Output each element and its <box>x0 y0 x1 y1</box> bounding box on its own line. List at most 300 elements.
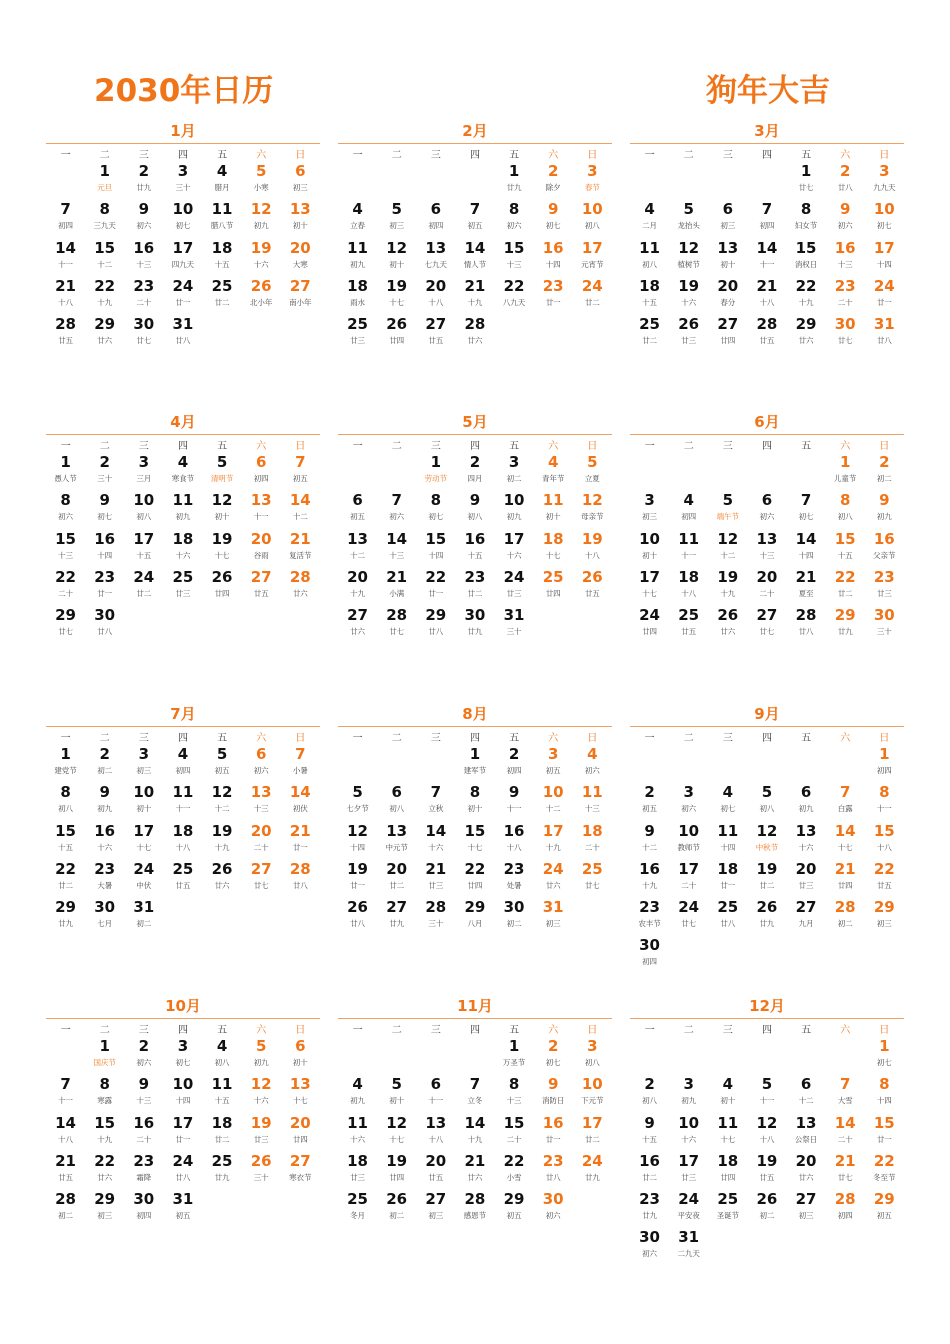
day-cell <box>85 162 124 200</box>
day-cell <box>669 606 708 644</box>
day-number: 5 <box>216 745 228 763</box>
day-number: 28 <box>795 606 817 625</box>
empty-cell <box>669 1037 708 1075</box>
day-number: 8 <box>879 1075 890 1094</box>
day-number: 15 <box>873 1113 895 1132</box>
lunar-label: 南小年 <box>289 297 312 307</box>
day-number: 26 <box>717 606 739 625</box>
empty-cell <box>338 745 377 783</box>
lunar-label: 初四 <box>681 512 697 522</box>
day-cell <box>826 822 865 860</box>
day-number: 4 <box>352 200 363 219</box>
day-cell <box>377 491 416 529</box>
day-cell <box>708 200 747 238</box>
empty-cell <box>377 162 416 200</box>
lunar-label: 十七 <box>214 550 230 560</box>
day-cell <box>669 200 708 238</box>
day-cell <box>338 315 377 353</box>
day-number: 2 <box>138 1037 150 1055</box>
weekday-label: 四 <box>177 440 188 452</box>
day-cell <box>534 568 573 606</box>
weekday-header <box>338 1019 612 1037</box>
day-cell <box>85 606 124 644</box>
day-number: 16 <box>834 238 856 257</box>
lunar-label: 十四 <box>97 550 113 560</box>
day-cell <box>534 1152 573 1190</box>
day-number: 31 <box>172 1190 194 1209</box>
lunar-label: 小暑 <box>292 766 308 775</box>
day-number: 22 <box>503 276 525 295</box>
day-number: 25 <box>211 276 233 295</box>
weekday-label: 四 <box>761 1024 772 1036</box>
day-cell <box>708 1114 747 1152</box>
day-number: 13 <box>795 821 817 840</box>
day-cell <box>495 1190 534 1228</box>
day-cell <box>747 860 786 898</box>
day-number: 3 <box>177 162 189 180</box>
lunar-label: 初二 <box>837 919 853 929</box>
day-cell <box>669 898 708 936</box>
weekday-label: 一 <box>644 149 655 161</box>
day-number: 14 <box>756 238 778 257</box>
day-number: 27 <box>425 1190 447 1209</box>
day-cell <box>242 200 281 238</box>
lunar-label: 廿二 <box>584 297 600 307</box>
day-cell <box>669 783 708 821</box>
day-number: 15 <box>94 238 116 257</box>
day-number: 15 <box>55 821 76 840</box>
day-cell <box>242 1037 281 1075</box>
empty-cell <box>630 162 669 200</box>
day-number: 6 <box>761 491 773 510</box>
lunar-label: 二十 <box>584 842 600 852</box>
lunar-label: 廿四 <box>720 336 736 346</box>
lunar-label: 圣诞节 <box>716 1211 740 1221</box>
day-cell <box>203 1152 242 1190</box>
day-cell <box>242 530 281 568</box>
day-number: 19 <box>756 859 778 878</box>
day-cell <box>46 530 85 568</box>
day-number: 31 <box>542 898 564 917</box>
lunar-label: 廿二 <box>58 880 74 890</box>
lunar-label: 三十 <box>175 183 191 192</box>
day-number: 11 <box>639 238 660 257</box>
lunar-label: 廿五 <box>876 880 892 890</box>
day-number: 16 <box>542 1113 564 1132</box>
empty-cell <box>46 1037 85 1075</box>
day-cell <box>46 239 85 277</box>
day-number: 17 <box>172 1113 194 1132</box>
day-number: 13 <box>795 1113 817 1132</box>
day-cell <box>242 783 281 821</box>
empty-cell <box>455 162 494 200</box>
lunar-label: 廿三 <box>350 1172 366 1182</box>
day-number: 27 <box>717 315 739 334</box>
lunar-label: 初四 <box>759 221 775 231</box>
day-cell <box>747 1075 786 1113</box>
day-cell <box>495 239 534 277</box>
lunar-label: 三十 <box>506 627 522 637</box>
lunar-label: 十九 <box>467 1134 483 1144</box>
day-number: 18 <box>347 1151 368 1170</box>
day-cell <box>708 822 747 860</box>
day-cell <box>281 568 320 606</box>
day-grid <box>338 453 612 644</box>
lunar-label: 廿九 <box>837 627 853 637</box>
day-cell <box>573 745 612 783</box>
day-cell <box>85 200 124 238</box>
day-cell <box>747 491 786 529</box>
day-number: 22 <box>873 1151 895 1170</box>
day-number: 10 <box>873 200 895 219</box>
day-number: 19 <box>211 821 233 840</box>
lunar-label: 初五 <box>292 474 308 483</box>
lunar-label: 十二 <box>292 512 308 522</box>
day-number: 25 <box>347 315 368 334</box>
day-number: 22 <box>55 567 76 586</box>
day-number: 12 <box>756 821 778 840</box>
day-cell <box>163 822 202 860</box>
day-cell <box>281 1037 320 1075</box>
lunar-label: 公祭日 <box>794 1134 818 1144</box>
day-cell <box>377 783 416 821</box>
lunar-label: 白露 <box>837 804 853 814</box>
weekday-label: 四 <box>469 1024 480 1036</box>
empty-cell <box>747 162 786 200</box>
day-number: 19 <box>250 238 272 257</box>
lunar-label: 十六 <box>798 842 814 852</box>
day-number: 11 <box>717 821 739 840</box>
weekday-label: 四 <box>761 440 772 452</box>
day-cell <box>865 1114 904 1152</box>
month-block <box>46 996 320 1228</box>
weekday-label: 六 <box>548 149 559 161</box>
lunar-label: 廿七 <box>681 919 697 929</box>
day-cell <box>242 1114 281 1152</box>
day-cell <box>455 1190 494 1228</box>
lunar-label: 十五 <box>58 842 74 852</box>
lunar-label: 初五 <box>545 766 561 775</box>
day-cell <box>495 530 534 568</box>
day-number: 20 <box>347 567 368 586</box>
lunar-label: 廿七 <box>798 183 814 192</box>
lunar-label: 十八 <box>58 1134 74 1144</box>
day-number: 27 <box>347 606 368 625</box>
day-number: 24 <box>581 276 603 295</box>
month-title: 7月 <box>170 705 196 723</box>
day-number: 28 <box>756 315 778 334</box>
lunar-label: 初十 <box>389 259 405 269</box>
month-block <box>630 704 904 975</box>
day-cell <box>416 239 455 277</box>
lunar-label: 十七 <box>545 550 561 560</box>
lunar-label: 初十 <box>720 259 736 269</box>
day-number: 23 <box>133 276 155 295</box>
day-number: 22 <box>873 859 895 878</box>
lunar-label: 初五 <box>506 1211 522 1221</box>
day-cell <box>85 239 124 277</box>
day-number: 8 <box>879 783 890 802</box>
day-cell <box>203 568 242 606</box>
lunar-label: 十八 <box>58 297 74 307</box>
lunar-label: 初八 <box>58 804 74 814</box>
day-cell <box>281 491 320 529</box>
day-number: 22 <box>94 1151 116 1170</box>
day-number: 6 <box>430 200 442 219</box>
day-cell <box>747 277 786 315</box>
day-cell <box>416 277 455 315</box>
lunar-label: 廿八 <box>876 336 892 346</box>
day-cell <box>708 315 747 353</box>
lunar-label: 廿二 <box>136 588 152 598</box>
weekday-header <box>46 1019 320 1037</box>
day-cell <box>787 162 826 200</box>
lunar-label: 廿九 <box>389 919 405 929</box>
day-number: 11 <box>172 491 194 510</box>
lunar-label: 二十 <box>136 1134 152 1144</box>
day-cell <box>534 860 573 898</box>
lunar-label: 初五 <box>214 766 230 775</box>
day-cell <box>865 1152 904 1190</box>
day-number: 21 <box>464 276 486 295</box>
day-grid <box>46 162 320 353</box>
day-number: 3 <box>683 783 694 802</box>
lunar-label: 廿三 <box>798 880 814 890</box>
day-cell <box>203 1037 242 1075</box>
day-number: 21 <box>386 567 408 586</box>
day-number: 19 <box>756 1151 778 1170</box>
day-cell <box>416 783 455 821</box>
day-number: 4 <box>722 783 734 802</box>
day-cell <box>747 239 786 277</box>
day-number: 7 <box>469 1075 481 1094</box>
lunar-label: 廿五 <box>253 588 269 598</box>
lunar-label: 儿童节 <box>833 474 857 483</box>
day-cell <box>281 453 320 491</box>
lunar-label: 初十 <box>292 221 308 231</box>
day-cell <box>85 1037 124 1075</box>
lunar-label: 廿一 <box>292 842 308 852</box>
day-cell <box>377 315 416 353</box>
day-cell <box>495 860 534 898</box>
day-number: 9 <box>839 200 851 219</box>
day-number: 7 <box>469 200 481 219</box>
month-title: 9月 <box>754 705 780 723</box>
weekday-label: 一 <box>644 732 655 744</box>
lunar-label: 廿二 <box>214 1134 230 1144</box>
lunar-label: 廿三 <box>428 880 444 890</box>
day-number: 5 <box>255 1037 267 1055</box>
lunar-label: 廿一 <box>428 588 444 598</box>
lunar-label: 初十 <box>389 1096 405 1106</box>
day-number: 20 <box>250 529 272 548</box>
day-number: 6 <box>295 1037 306 1055</box>
day-number: 19 <box>386 276 408 295</box>
lunar-label: 廿六 <box>545 880 561 890</box>
day-cell <box>416 1075 455 1113</box>
day-number: 26 <box>211 859 233 878</box>
weekday-label: 四 <box>761 732 772 744</box>
lunar-label: 十八 <box>428 1134 444 1144</box>
day-cell <box>377 239 416 277</box>
day-number: 24 <box>873 276 895 295</box>
day-cell <box>455 783 494 821</box>
weekday-label: 三 <box>722 440 733 452</box>
lunar-label: 十五 <box>642 297 658 307</box>
day-number: 13 <box>289 1075 311 1094</box>
greeting-title: 狗年大吉 <box>706 73 830 109</box>
day-cell <box>416 530 455 568</box>
day-number: 3 <box>138 745 150 763</box>
lunar-label: 三九天 <box>93 221 116 231</box>
day-number: 28 <box>55 1190 76 1209</box>
day-cell <box>338 277 377 315</box>
lunar-label: 初八 <box>642 259 658 269</box>
empty-cell <box>455 1037 494 1075</box>
day-number: 21 <box>834 1151 856 1170</box>
day-cell <box>747 822 786 860</box>
lunar-label: 廿八 <box>428 627 444 637</box>
lunar-label: 廿一 <box>175 297 191 307</box>
day-number: 2 <box>547 1037 559 1055</box>
day-cell <box>495 1075 534 1113</box>
lunar-label: 十六 <box>428 842 444 852</box>
weekday-label: 五 <box>217 440 228 452</box>
lunar-label: 初六 <box>58 512 74 522</box>
day-cell <box>124 162 163 200</box>
day-cell <box>787 239 826 277</box>
lunar-label: 初四 <box>642 957 658 967</box>
weekday-label: 二 <box>99 1024 110 1036</box>
lunar-label: 初五 <box>175 1211 191 1221</box>
day-number: 9 <box>508 783 520 802</box>
day-number: 31 <box>678 1228 700 1247</box>
day-number: 20 <box>289 238 311 257</box>
day-cell <box>708 277 747 315</box>
day-number: 23 <box>133 1151 155 1170</box>
day-cell <box>534 530 573 568</box>
day-cell <box>163 162 202 200</box>
day-cell <box>495 1152 534 1190</box>
day-number: 9 <box>547 200 559 219</box>
lunar-label: 元旦 <box>97 183 113 192</box>
day-cell <box>85 898 124 936</box>
day-cell <box>826 1190 865 1228</box>
day-cell <box>669 1228 708 1266</box>
day-number: 30 <box>873 606 895 625</box>
weekday-label: 日 <box>879 440 890 452</box>
lunar-label: 冬至节 <box>873 1172 896 1182</box>
day-number: 1 <box>879 1037 890 1055</box>
day-cell <box>377 1075 416 1113</box>
lunar-label: 廿二 <box>759 880 775 890</box>
lunar-label: 七月 <box>97 919 113 929</box>
lunar-label: 三月 <box>136 474 152 483</box>
lunar-label: 春分 <box>720 297 736 307</box>
lunar-label: 初三 <box>292 183 308 192</box>
day-number: 20 <box>425 276 447 295</box>
day-number: 21 <box>289 821 311 840</box>
day-number: 14 <box>55 1113 76 1132</box>
weekday-label: 日 <box>587 149 598 161</box>
day-number: 3 <box>547 745 559 763</box>
day-number: 30 <box>133 1190 155 1209</box>
day-cell <box>630 1228 669 1266</box>
day-cell <box>416 315 455 353</box>
day-number: 10 <box>503 491 525 510</box>
day-cell <box>455 606 494 644</box>
day-cell <box>124 277 163 315</box>
day-cell <box>534 822 573 860</box>
day-cell <box>338 822 377 860</box>
day-cell <box>826 277 865 315</box>
month-block <box>338 121 612 353</box>
day-number: 13 <box>250 491 272 510</box>
lunar-label: 初九 <box>97 804 113 814</box>
lunar-label: 十七 <box>720 1134 736 1144</box>
lunar-label: 立夏 <box>584 474 600 483</box>
day-cell <box>826 606 865 644</box>
day-number: 22 <box>795 276 817 295</box>
weekday-label: 三 <box>138 440 149 452</box>
day-cell <box>338 783 377 821</box>
day-cell <box>163 453 202 491</box>
lunar-label: 建党节 <box>54 766 77 775</box>
day-cell <box>630 936 669 974</box>
lunar-label: 十一 <box>175 804 191 814</box>
day-number: 6 <box>800 783 812 802</box>
day-cell <box>163 277 202 315</box>
lunar-label: 初九 <box>350 259 366 269</box>
day-cell <box>163 200 202 238</box>
weekday-header <box>630 727 904 745</box>
day-number: 6 <box>430 1075 442 1094</box>
lunar-label: 初十 <box>136 804 152 814</box>
day-number: 25 <box>347 1190 368 1209</box>
weekday-label: 一 <box>60 440 71 452</box>
day-number: 16 <box>133 238 155 257</box>
day-cell <box>455 277 494 315</box>
day-number: 13 <box>347 529 368 548</box>
day-cell <box>163 530 202 568</box>
day-number: 1 <box>879 745 890 763</box>
lunar-label: 十四 <box>720 842 736 852</box>
lunar-label: 初五 <box>467 221 483 231</box>
day-cell <box>573 491 612 529</box>
lunar-label: 廿八 <box>720 919 736 929</box>
day-cell <box>787 860 826 898</box>
lunar-label: 初三 <box>428 1211 444 1221</box>
weekday-label: 五 <box>217 1024 228 1036</box>
lunar-label: 四九天 <box>171 259 195 269</box>
day-cell <box>630 239 669 277</box>
weekday-label: 六 <box>548 1024 559 1036</box>
lunar-label: 十八 <box>876 842 892 852</box>
day-number: 12 <box>211 783 233 802</box>
weekday-label: 六 <box>840 1024 851 1036</box>
day-number: 13 <box>289 200 311 219</box>
day-number: 17 <box>172 238 194 257</box>
day-cell <box>124 239 163 277</box>
day-cell <box>455 239 494 277</box>
day-cell <box>377 568 416 606</box>
day-number: 29 <box>873 1190 895 1209</box>
lunar-label: 廿五 <box>58 1172 74 1182</box>
day-number: 23 <box>94 859 116 878</box>
day-number: 18 <box>542 529 564 548</box>
day-number: 10 <box>581 1075 603 1094</box>
lunar-label: 大雪 <box>837 1096 853 1106</box>
